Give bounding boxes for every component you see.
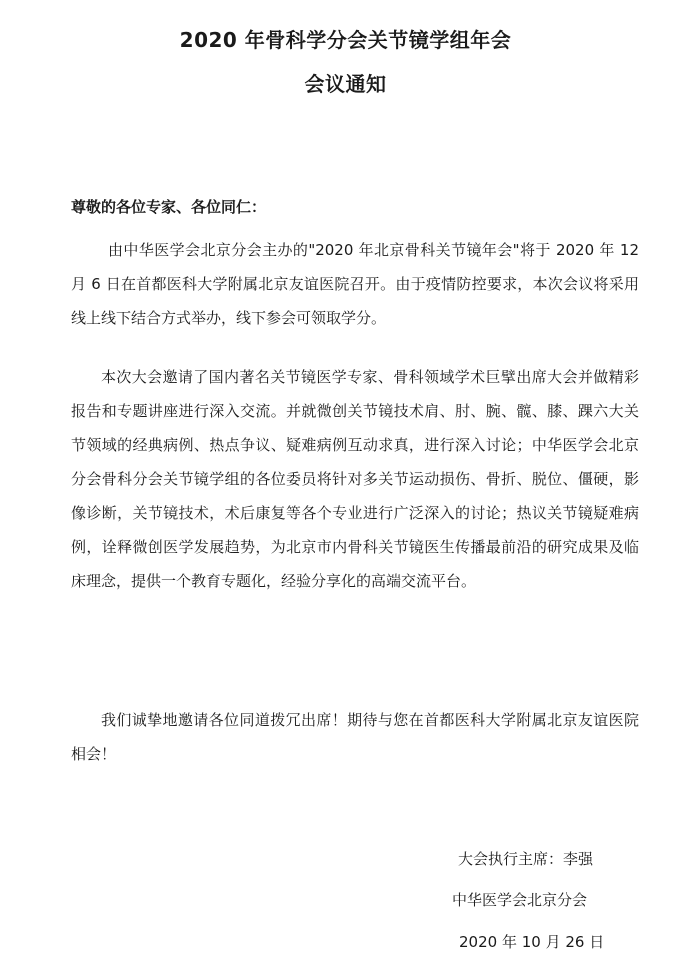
signature-chair: 大会执行主席：李强 [458, 850, 594, 868]
document-subtitle: 会议通知 [304, 72, 387, 96]
document-title: 2020 年骨科学分会关节镜学组年会 [179, 28, 512, 52]
signature-date: 2020 年 10 月 26 日 [459, 933, 605, 951]
salutation: 尊敬的各位专家、各位同仁： [71, 198, 267, 216]
body-paragraph-3: 我们诚挚地邀请各位同道拨冗出席！期待与您在首都医科大学附属北京友谊医院相会！ [71, 711, 639, 763]
body-paragraph-2: 本次大会邀请了国内著名关节镜医学专家、骨科领域学术巨擘出席大会并做精彩报告和专题讲座进行深入交流。并就微创关节镜技术肩、肘、腕、髋、膝、踝六大关节领域的经典病例、热点争议、疑难病例互动求真，进行深入讨论；中华医学会北京分会骨科分会关节镜学组的各位委员将针对多关节运动损伤、骨折、脱位、僵硬，影像诊断，关节镜技术，术后康复等各个专业进行广泛深入的讨论；热议关节镜疑难病例，诠释微创医学发展趋势，为北京市内骨科关节镜医生传播最前沿的研究成果及临床理念，提供一个教育专题化，经验分享化的高端交流平台。 [71, 368, 639, 590]
body-paragraph-1: 由中华医学会北京分会主办的"2020 年北京骨科关节镜年会"将于 2020 年 12 月 6 日在首都医科大学附属北京友谊医院召开。由于疫情防控要求，本次会议将采用线上线下结合方式举办，线下参会可领取学分。 [71, 241, 639, 327]
signature-organization: 中华医学会北京分会 [452, 891, 588, 909]
